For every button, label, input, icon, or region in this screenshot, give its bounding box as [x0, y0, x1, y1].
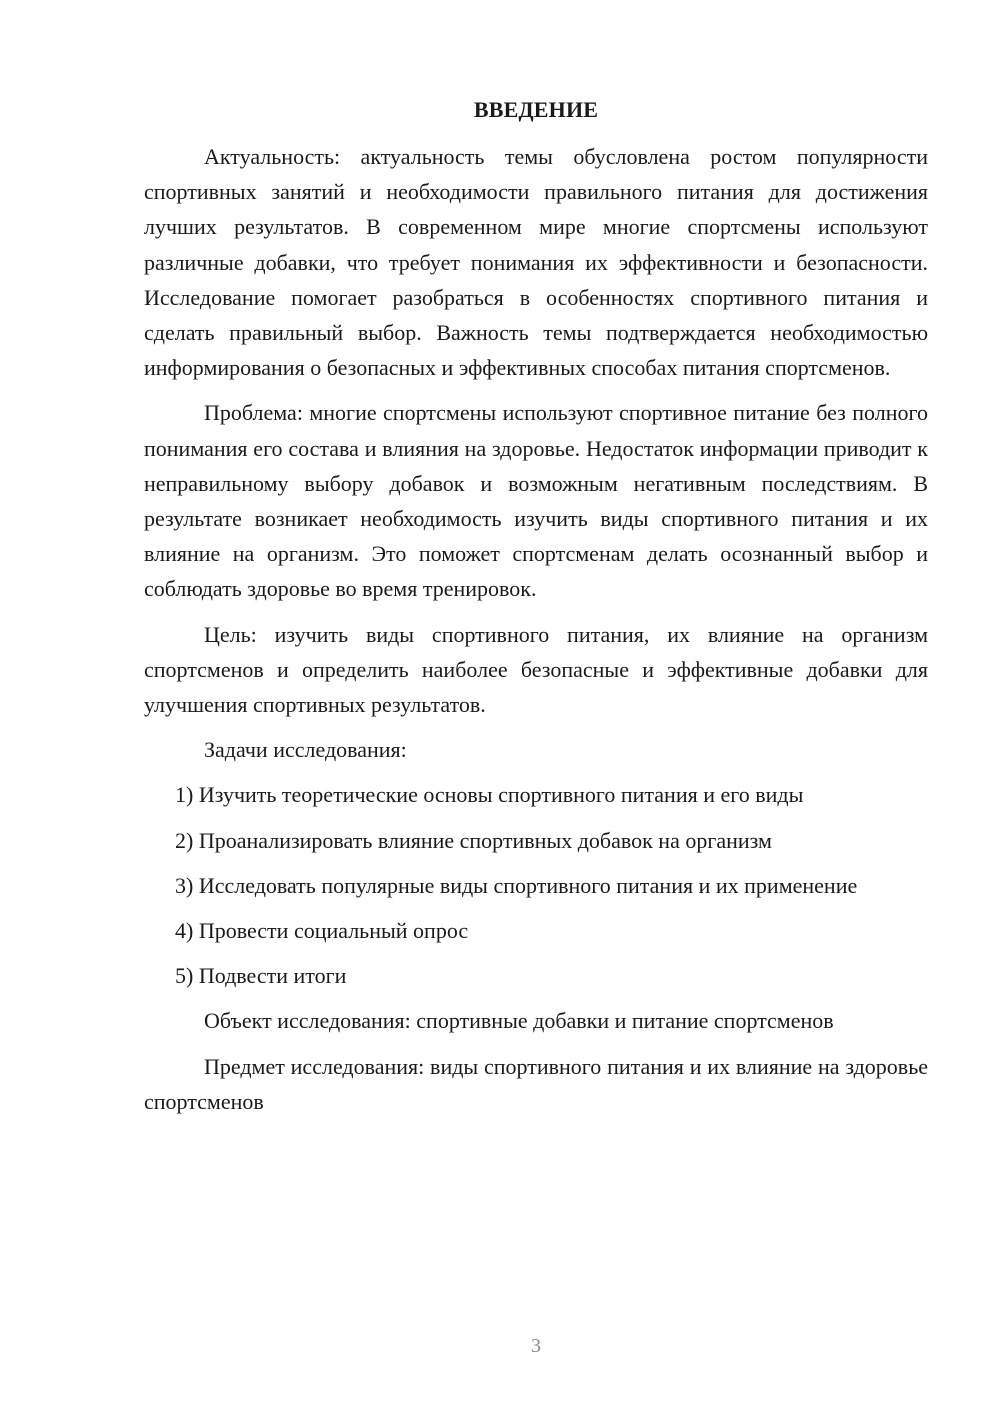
task-item-5: 5) Подвести итоги: [175, 963, 347, 989]
problem-paragraph: Проблема: многие спортсмены используют спортивное питание без полного понимания его состава и влияния на здоровье. Недостаток информации приводит к неправильному выбору добавок и возможным негативным последствиям. В результате возникает необходимость изучить виды спортивного питания и их влияние на организм. Это поможет спортсменам делать осознанный выбор и соблюдать здоровье во время тренировок.: [144, 400, 928, 602]
page-number: 3: [531, 1335, 541, 1357]
relevance-paragraph: Актуальность: актуальность темы обусловлена ростом популярности спортивных занятий и необходимости правильного питания для достижения лучших результатов. В современном мире многие спортсмены используют различные добавки, что требует понимания их эффективности и безопасности. Исследование помогает разобраться в особенностях спортивного питания и сделать правильный выбор. Важность темы подтверждается необходимостью информирования о безопасных и эффективных способах питания спортсменов.: [144, 144, 928, 381]
task-item-3: 3) Исследовать популярные виды спортивного питания и их применение: [175, 872, 858, 898]
section-title: ВВЕДЕНИЕ: [473, 97, 599, 122]
task-item-2: 2) Проанализировать влияние спортивных добавок на организм: [175, 827, 772, 853]
research-subject: Предмет исследования: виды спортивного питания и их влияние на здоровье спортсменов: [144, 1053, 928, 1114]
tasks-heading: Задачи исследования:: [204, 737, 407, 763]
page-content: [144, 95, 928, 1129]
task-item-4: 4) Провести социальный опрос: [175, 918, 469, 944]
goal-paragraph: Цель: изучить виды спортивного питания, их влияние на организм спортсменов и определить наиболее безопасные и эффективные добавки для улучшения спортивных результатов.: [144, 621, 928, 718]
research-object: Объект исследования: спортивные добавки и питание спортсменов: [204, 1008, 834, 1034]
task-item-1: 1) Изучить теоретические основы спортивного питания и его виды: [175, 782, 804, 808]
